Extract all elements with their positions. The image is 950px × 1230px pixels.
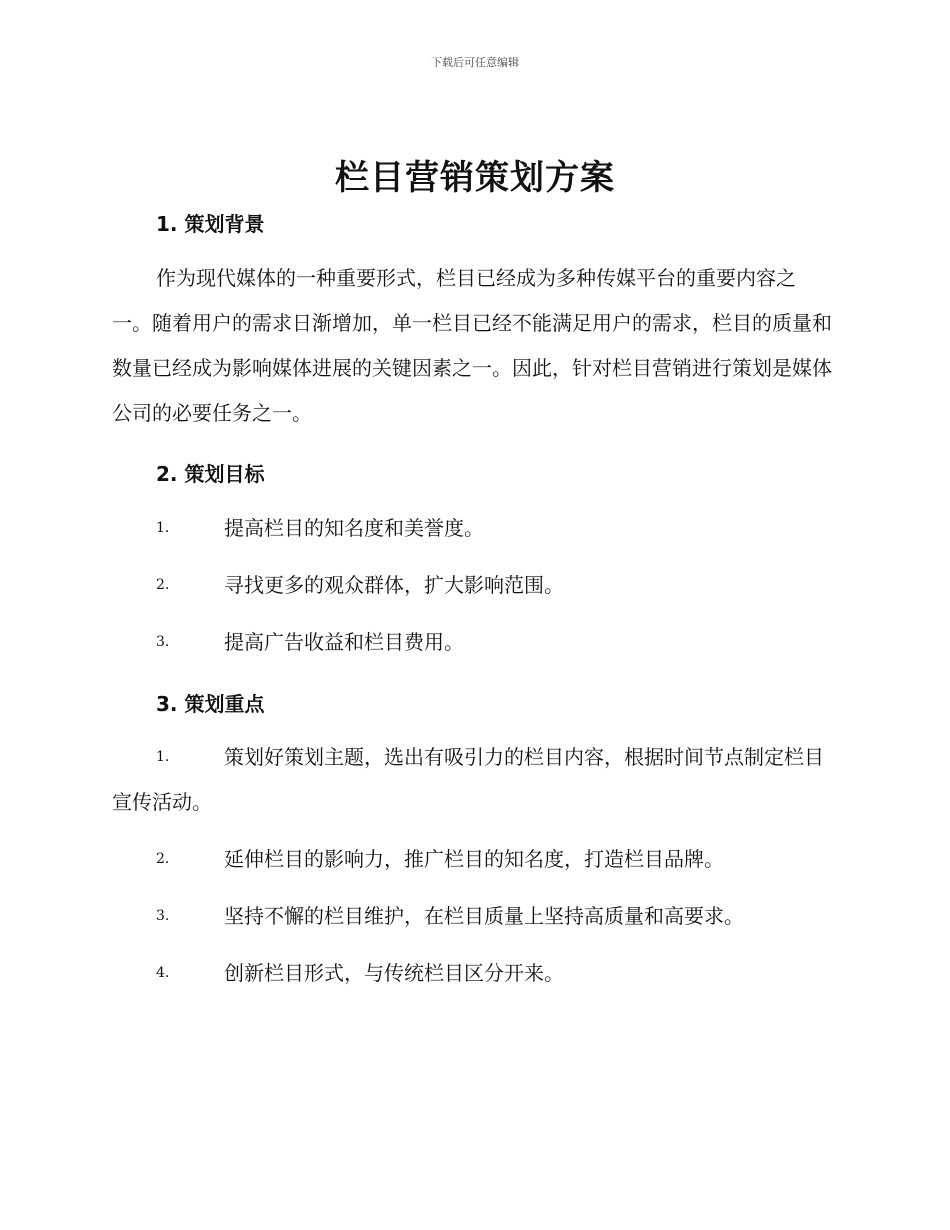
list-item-number: 2. [156,577,170,593]
list-item-number: 1. [156,749,170,765]
section-heading-key-points: 3. 策划重点 [156,692,265,716]
list-item [112,506,834,551]
list-item-text: 提高广告收益和栏目费用。 [224,630,464,654]
list-item-number: 2. [156,851,170,867]
page-header-note: 下载后可任意编辑 [431,56,519,69]
list-item [112,563,834,608]
list-item [112,620,834,665]
list-item-text: 坚持不懈的栏目维护，在栏目质量上坚持高质量和高要求。 [224,904,744,928]
list-item-text: 延伸栏目的影响力，推广栏目的知名度，打造栏目品牌。 [224,847,724,871]
section-heading-background: 1. 策划背景 [156,212,265,236]
list-item [112,837,834,882]
background-paragraph: 作为现代媒体的一种重要形式，栏目已经成为多种传媒平台的重要内容之一。随着用户的需求日渐增加，单一栏目已经不能满足用户的需求，栏目的质量和数量已经成为影响媒体进展的关键因素之一。因此，针对栏目营销进行策划是媒体公司的必要任务之一。 [112,266,832,425]
list-item-number: 3. [156,908,170,924]
list-item-number: 1. [156,520,170,536]
list-item-number: 4. [156,965,170,981]
list-item [112,894,834,939]
list-item-number: 3. [156,634,170,650]
list-item-text: 策划好策划主题，选出有吸引力的栏目内容，根据时间节点制定栏目宣传活动。 [112,745,824,814]
list-item-text: 提高栏目的知名度和美誉度。 [224,516,484,540]
list-item [112,735,834,825]
list-item [112,951,834,996]
list-item-text: 寻找更多的观众群体，扩大影响范围。 [224,573,564,597]
section-heading-goals: 2. 策划目标 [156,462,265,486]
document-title: 栏目营销策划方案 [335,158,615,198]
list-item-text: 创新栏目形式，与传统栏目区分开来。 [224,961,564,985]
